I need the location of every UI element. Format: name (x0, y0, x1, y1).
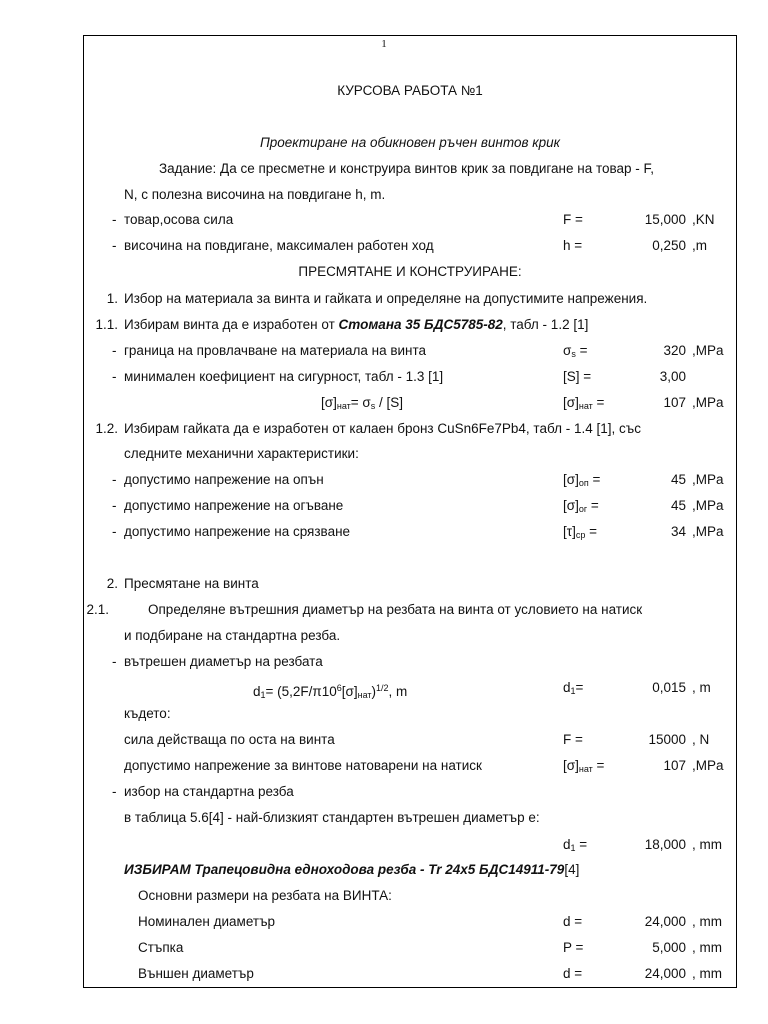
row-unit: ,MPa (692, 472, 724, 487)
row-label: Външен диаметър (138, 966, 254, 981)
section-number: 1. (106, 291, 118, 306)
row-symbol: [S] = (563, 369, 592, 384)
row-bullet: - (112, 498, 117, 513)
section-1-heading (0, 289, 768, 309)
section-number: 2.1. (86, 602, 109, 617)
row-bullet: - (112, 654, 117, 669)
row-label: Стъпка (138, 940, 184, 955)
row-pitch (0, 938, 768, 958)
row-value: 45 (670, 498, 686, 513)
section-2-1-line-2: и подбиране на стандартна резба. (124, 628, 341, 643)
row-shear-stress (0, 522, 768, 542)
row-symbol: $[\sigma]_{ог}$ = (563, 498, 599, 514)
where-label: където: (124, 706, 171, 721)
row-bullet: - (112, 784, 117, 799)
row-bullet: - (112, 524, 117, 539)
row-label: допустимо напрежение на опън (124, 472, 324, 487)
row-symbol: $[\sigma]_{нат}$ = (563, 395, 605, 411)
row-bullet: - (112, 369, 117, 384)
row-unit: ,MPa (692, 343, 724, 358)
task-line-1: Задание: Да се пресметне и конструира винтов крик за повдигане на товар - F, (159, 161, 655, 176)
row-value: 24,000 (644, 914, 686, 929)
section-2-1 (0, 600, 768, 620)
row-safety-factor (0, 367, 768, 387)
table-reference-line: в таблица 5.6[4] - най-близкият стандартен вътрешен диаметър е: (124, 810, 540, 825)
row-unit: , mm (692, 966, 722, 981)
row-value: 0,250 (652, 238, 686, 253)
row-unit: ,KN (692, 212, 715, 227)
section-text: Определяне вътрешния диаметър на резбата на винта от условието на натиск (148, 602, 643, 617)
row-label: височина на повдигане, максимален работен ход (124, 238, 434, 253)
row-unit: , N (692, 732, 710, 747)
row-bullet: - (112, 212, 117, 227)
section-text: Избирам гайката да е изработен от калаен бронз CuSn6Fe7Pb4, табл - 1.4 [1], със (124, 421, 641, 436)
row-unit: , mm (692, 914, 722, 929)
material-name: Стомана 35 БДС5785-82 (338, 317, 503, 332)
document-title: КУРСОВА РАБОТА №1 (337, 83, 483, 98)
row-d1-formula (0, 678, 768, 698)
section-1-2-line-2: следните механични характеристики: (124, 446, 359, 461)
row-bending-stress (0, 496, 768, 516)
thread-choice-ref: [4] (564, 862, 580, 877)
row-symbol: $d_1$ = (563, 837, 588, 853)
section-2-heading (0, 574, 768, 594)
row-yield-strength (0, 341, 768, 361)
row-unit: , mm (692, 837, 722, 852)
row-label: избор на стандартна резба (124, 784, 294, 799)
row-inner-diameter-label (0, 652, 768, 672)
row-standard-thread-choice (0, 782, 768, 802)
row-symbol: $[\tau]_{ср}$ = (563, 524, 597, 540)
thread-choice (124, 860, 579, 880)
row-unit: ,MPa (692, 758, 724, 773)
row-unit: , m (692, 680, 711, 695)
row-symbol: d = (563, 914, 583, 929)
formula: $[\sigma]_{нат}= \sigma_s / [S]$ (321, 395, 403, 411)
input-row-load (0, 210, 768, 230)
thread-dims-heading: Основни размери на резбата на ВИНТА: (138, 888, 392, 903)
row-label: допустимо напрежение на огъване (124, 498, 344, 513)
row-allowable-stress-formula (0, 393, 768, 413)
row-unit: ,MPa (692, 524, 724, 539)
row-bullet: - (112, 472, 117, 487)
row-label: Номинален диаметър (138, 914, 276, 929)
row-value: 45 (670, 472, 686, 487)
row-d1-standard (0, 835, 768, 855)
row-value: 107 (663, 395, 686, 410)
row-label: допустимо напрежение на срязване (124, 524, 351, 539)
row-symbol: $\sigma_s$ = (563, 343, 588, 359)
calc-heading: ПРЕСМЯТАНЕ И КОНСТРУИРАНЕ: (298, 264, 522, 279)
section-number: 2. (106, 576, 118, 591)
row-symbol: $d_1=$ (563, 680, 584, 696)
row-symbol: P = (563, 940, 584, 955)
row-symbol: $[\sigma]_{нат}$ = (563, 758, 605, 774)
row-symbol: F = (563, 212, 583, 227)
task-line-2: N, с полезна височина на повдигане h, m. (124, 187, 386, 202)
section-text: Избор на материала за винта и гайката и определяне на допустимите напрежения. (124, 291, 648, 306)
row-symbol: h = (563, 238, 583, 253)
row-label: минимален коефициент на сигурност, табл - 1.3 [1] (124, 369, 444, 384)
row-unit: ,m (692, 238, 707, 253)
row-label: сила действаща по оста на винта (124, 732, 335, 747)
input-row-height (0, 236, 768, 256)
document-subtitle: Проектиране на обикновен ръчен винтов крик (259, 135, 561, 150)
section-1-1 (0, 315, 768, 335)
formula: $d_1= (5,2F/\pi 10^6[\sigma]_{нат})^{1/2}$, m (253, 683, 408, 700)
row-unit: ,MPa (692, 498, 724, 513)
row-unit: , mm (692, 940, 722, 955)
row-value: 18,000 (644, 837, 686, 852)
row-unit: ,MPa (692, 395, 724, 410)
row-label: допустимо напрежение за винтове натоварени на натиск (124, 758, 482, 773)
section-number: 1.2. (95, 421, 118, 436)
row-nominal-diameter (0, 912, 768, 932)
row-symbol: F = (563, 732, 583, 747)
row-value: 320 (663, 343, 686, 358)
row-value: 15000 (648, 732, 686, 747)
section-1-2 (0, 419, 768, 439)
row-label: товар,осова сила (124, 212, 234, 227)
row-outer-diameter (0, 964, 768, 984)
section-text: Пресмятане на винта (124, 576, 259, 591)
row-value: 24,000 (644, 966, 686, 981)
row-value: 3,00 (659, 369, 686, 384)
thread-choice-bold: ИЗБИРАМ Трапецовидна едноходова резба - Tr 24x5 БДС14911-79 (124, 862, 565, 877)
row-value: 15,000 (644, 212, 686, 227)
row-bullet: - (112, 238, 117, 253)
row-label: граница на провлачване на материала на винта (124, 343, 427, 358)
row-force (0, 730, 768, 750)
page-number: 1 (381, 38, 387, 50)
row-value: 0,015 (652, 680, 686, 695)
row-tension-stress (0, 470, 768, 490)
row-value: 34 (670, 524, 686, 539)
row-allowable-compression (0, 756, 768, 776)
row-value: 107 (663, 758, 686, 773)
row-bullet: - (112, 343, 117, 358)
section-text: Избирам винта да е изработен от Стомана 35 БДС5785-82, табл - 1.2 [1] (124, 317, 589, 332)
row-symbol: $[\sigma]_{оп}$ = (563, 472, 601, 488)
section-number: 1.1. (95, 317, 118, 332)
row-value: 5,000 (652, 940, 686, 955)
row-symbol: d = (563, 966, 583, 981)
row-label: вътрешен диаметър на резбата (124, 654, 323, 669)
